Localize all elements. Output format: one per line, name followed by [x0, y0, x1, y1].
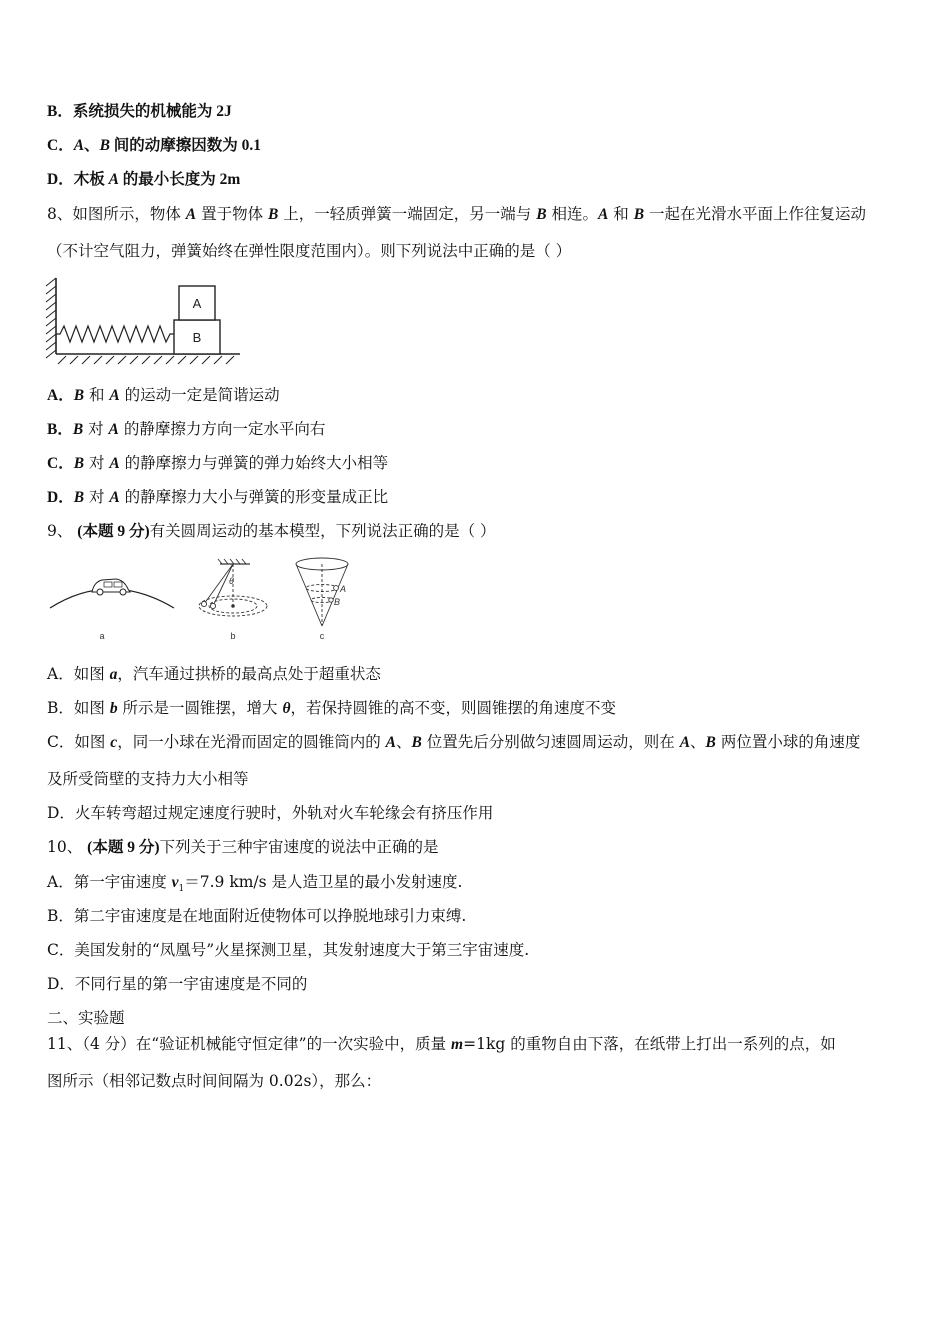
- q9-figures: [44, 556, 364, 648]
- q9-stem: [47, 521, 496, 542]
- q8-d-var1: B: [73, 489, 85, 506]
- q9-c-sep2: 、: [690, 733, 706, 751]
- q8-option-a: [47, 385, 280, 406]
- fig-b-conical-pendulum: [199, 559, 267, 616]
- q10-a-v: v: [171, 874, 179, 891]
- q9-c-mid: ，同一小球在光滑而固定的圆锥筒内的: [117, 733, 386, 751]
- q9-b-prefix: B．如图: [47, 699, 110, 717]
- q8-var-a2: A: [597, 206, 609, 223]
- q7-option-b: B．系统损失的机械能为 2J: [47, 103, 232, 120]
- q9-tag: (本题 9 分): [77, 523, 150, 540]
- q9-stem-text: 有关圆周运动的基本模型，下列说法正确的是（ ）: [149, 522, 496, 540]
- q8-a-text: 的运动一定是简谐运动: [119, 386, 280, 404]
- q8-a-var2: A: [109, 387, 120, 404]
- q10-option-b: B．第二宇宙速度是在地面附近使物体可以挣脱地球引力束缚.: [47, 907, 467, 925]
- q9-b-mid: 所示是一圆锥摆，增大: [117, 699, 283, 717]
- q9-c-var: c: [110, 734, 118, 751]
- q10-option-d: D．不同行星的第一宇宙速度是不同的: [47, 975, 308, 993]
- q8-d-prefix: D．: [47, 489, 74, 506]
- q8-option-c: [47, 453, 388, 474]
- spring: [56, 326, 174, 342]
- q9-b-var: b: [109, 700, 118, 717]
- q8-var-b: B: [268, 206, 279, 223]
- block-a-label: A: [192, 296, 202, 311]
- q9-c-sep: 、: [395, 733, 412, 751]
- q7-d-var-a: A: [108, 171, 119, 188]
- q11-prefix: 11、（4 分）在“验证机械能守恒定律”的一次实验中，质量: [47, 1035, 452, 1053]
- q8-option-d: [47, 487, 388, 508]
- q9-c-b: B: [411, 734, 422, 751]
- q8-var-b3: B: [633, 206, 645, 223]
- q8-var-b2: B: [536, 206, 547, 223]
- q11-text: =1kg 的重物自由下落，在纸带上打出一系列的点，如: [463, 1035, 836, 1053]
- q9-c-a2: A: [679, 734, 691, 751]
- q8-b-mid: 对: [83, 420, 109, 438]
- q11-line2: 图所示（相邻记数点时间间隔为 0.02s），那么：: [47, 1072, 382, 1090]
- q9-option-a: [47, 664, 381, 685]
- q10-a-text: ＝7.9 km/s 是人造卫星的最小发射速度.: [184, 873, 463, 891]
- q9-option-b: [47, 698, 616, 719]
- q8-stem-d: 相连。: [546, 205, 598, 223]
- q8-a-var1: B: [73, 387, 85, 404]
- q7-c-var-a: A: [73, 137, 85, 154]
- q8-stem-f: 一起在光滑水平面上作往复运动: [644, 205, 866, 223]
- q8-d-text: 的静摩擦力大小与弹簧的形变量成正比: [119, 488, 389, 506]
- q8-c-mid: 对: [84, 454, 110, 472]
- q10-stem-text: 下列关于三种宇宙速度的说法中正确的是: [159, 838, 439, 856]
- q8-stem-c: 上，一轻质弹簧一端固定，另一端与: [278, 205, 537, 223]
- q7-c-prefix: C．: [47, 137, 74, 154]
- q7-c-sep: 、: [84, 137, 100, 154]
- q8-b-prefix: B．: [47, 421, 73, 438]
- section-experiment-heading: 二、实验题: [47, 1009, 125, 1027]
- q10-option-c: C．美国发射的“凤凰号”火星探测卫星，其发射速度大于第三宇宙速度.: [47, 941, 530, 959]
- fig-b-theta: θ: [229, 576, 234, 586]
- q10-a-prefix: A．第一宇宙速度: [47, 873, 172, 891]
- q10-option-a: [47, 872, 462, 899]
- q10-tag: (本题 9 分): [87, 839, 160, 856]
- q8-stem-e: 和: [608, 205, 634, 223]
- q8-c-text: 的静摩擦力与弹簧的弹力始终大小相等: [119, 454, 389, 472]
- q7-c-text: 间的动摩擦因数为 0.1: [109, 137, 262, 154]
- q9-c-b2: B: [705, 734, 716, 751]
- q9-c-text: 两位置小球的角速度: [715, 733, 861, 751]
- q7-option-c: [47, 136, 261, 156]
- q10-stem: [47, 837, 439, 858]
- fig-a-caption: a: [99, 631, 105, 641]
- fig-c-label-b: B: [334, 597, 341, 607]
- q9-c-a: A: [385, 734, 396, 751]
- q8-spring-figure: [44, 276, 244, 366]
- q9-a-prefix: A．如图: [47, 665, 110, 683]
- q8-c-var2: A: [109, 455, 120, 472]
- block-b-label: B: [192, 330, 202, 345]
- q9-number: 9、: [47, 522, 78, 540]
- q8-a-mid: 和: [84, 386, 110, 404]
- q9-option-c: [47, 732, 860, 753]
- q7-c-var-b: B: [99, 137, 110, 154]
- q8-a-prefix: A．: [47, 387, 74, 404]
- q11-line1: [47, 1034, 836, 1055]
- q8-stem-line2: （不计空气阻力，弹簧始终在弹性限度范围内）。则下列说法中正确的是（ ）: [47, 242, 572, 260]
- q8-option-b: [47, 419, 325, 440]
- q9-c-prefix: C．如图: [47, 733, 111, 751]
- q9-option-c-line2: 及所受筒壁的支持力大小相等: [47, 770, 249, 788]
- q8-c-var1: B: [73, 455, 85, 472]
- q8-d-var2: A: [109, 489, 120, 506]
- q8-c-prefix: C．: [47, 455, 74, 472]
- q9-a-var: a: [109, 666, 118, 683]
- q8-stem-line1: [47, 204, 866, 225]
- q8-var-a: A: [185, 206, 197, 223]
- q9-c-mid2: 位置先后分别做匀速圆周运动，则在: [421, 733, 680, 751]
- fig-a-bridge: [50, 579, 174, 641]
- fig-c-label-a: A: [340, 584, 347, 594]
- fig-c-caption: c: [319, 631, 325, 641]
- q9-b-theta: θ: [282, 700, 291, 717]
- q10-number: 10、: [47, 838, 88, 856]
- q8-stem-a: 8、如图所示，物体: [47, 205, 186, 223]
- q8-b-var2: A: [108, 421, 119, 438]
- q7-d-text: 的最小长度为 2m: [118, 171, 241, 188]
- q9-a-text: ，汽车通过拱桥的最高点处于超重状态: [117, 665, 381, 683]
- q7-option-d: [47, 170, 240, 190]
- q8-stem-b: 置于物体: [196, 205, 268, 223]
- q7-d-prefix: D．木板: [47, 171, 109, 188]
- q9-b-text: ，若保持圆锥的高不变，则圆锥摆的角速度不变: [290, 699, 616, 717]
- q11-var-m: m: [451, 1036, 464, 1053]
- q8-b-text: 的静摩擦力方向一定水平向右: [118, 420, 326, 438]
- q9-option-d: D．火车转弯超过规定速度行驶时，外轨对火车轮缘会有挤压作用: [47, 804, 494, 822]
- fig-b-caption: b: [230, 631, 236, 641]
- q8-b-var1: B: [72, 421, 84, 438]
- q8-d-mid: 对: [84, 488, 110, 506]
- q10-a-sub: 1: [178, 884, 185, 895]
